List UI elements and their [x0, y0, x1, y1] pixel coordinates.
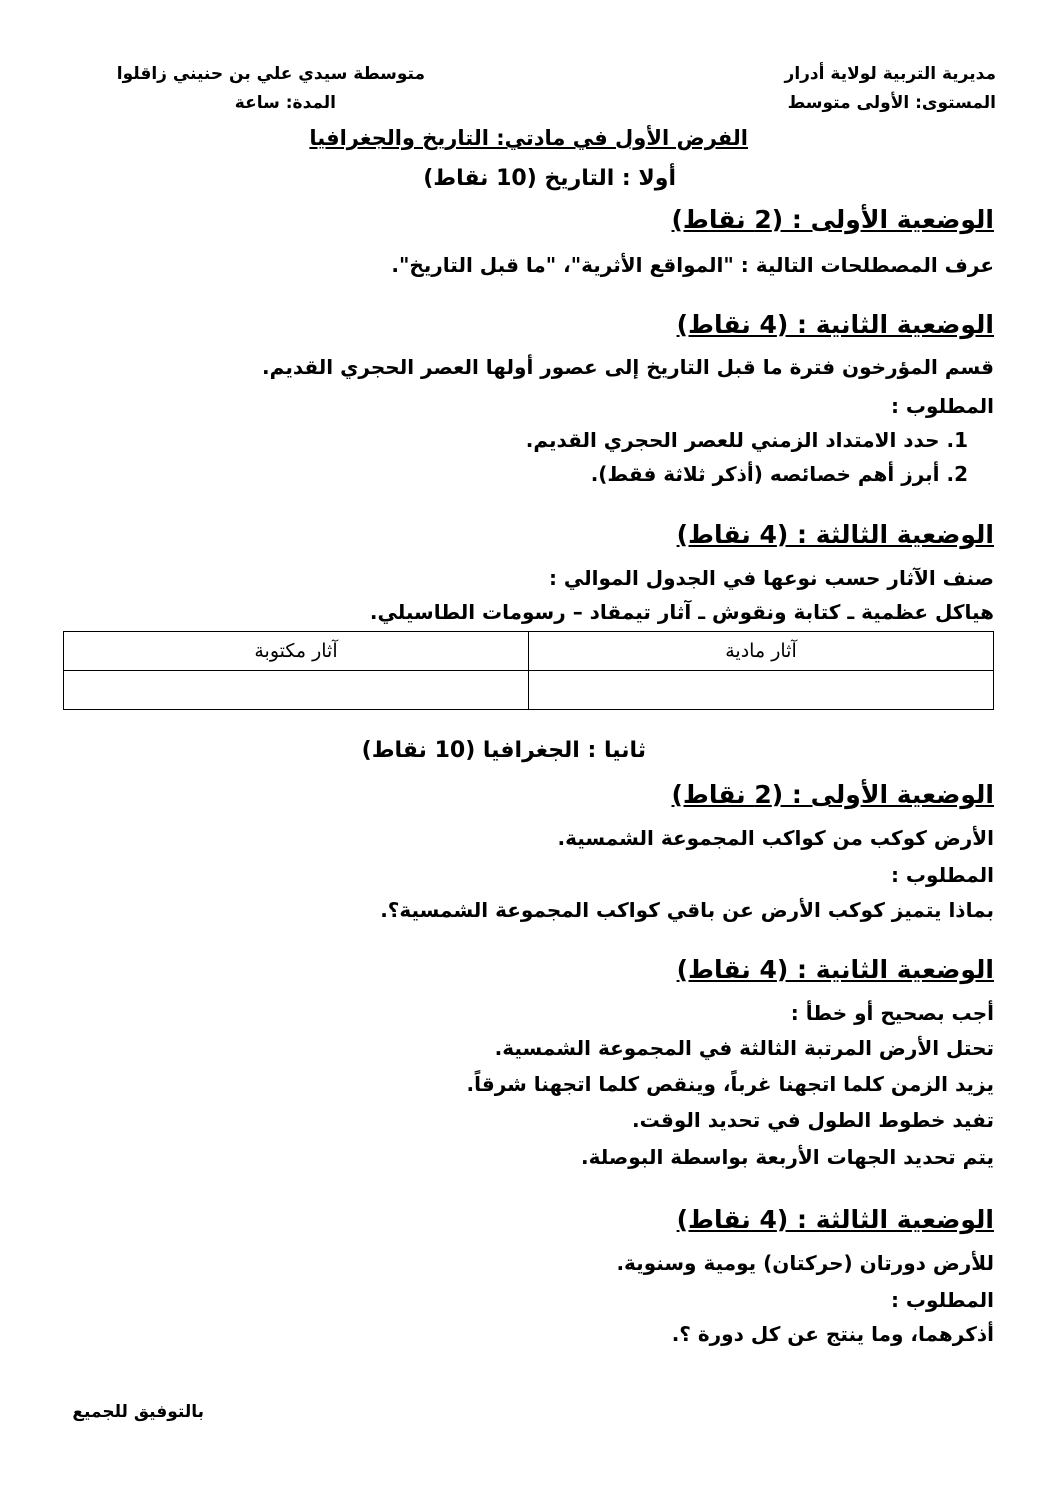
material-answer-cell[interactable]: [529, 671, 994, 710]
geography-s2-statement-3: تفيد خطوط الطول في تحديد الوقت.: [631, 1108, 994, 1132]
written-answer-cell[interactable]: [64, 671, 529, 710]
geography-heading: ثانيا : الجغرافيا (10 نقاط): [361, 738, 646, 763]
history-s3-title: الوضعية الثالثة : (4 نقاط): [676, 520, 994, 549]
exam-title: الفرض الأول في مادتي: التاريخ والجغرافيا: [309, 126, 748, 150]
table-header-row: [64, 632, 994, 671]
geography-s3-title: الوضعية الثالثة : (4 نقاط): [676, 1205, 994, 1234]
history-s1-title: الوضعية الأولى : (2 نقاط): [671, 205, 994, 234]
history-heading: أولا : التاريخ (10 نقاط): [423, 166, 676, 191]
geography-s3-intro: للأرض دورتان (حركتان) يومية وسنوية.: [616, 1251, 994, 1275]
history-s3-list: هياكل عظمية ـ كتابة ونقوش ـ آثار تيمقاد – رسومات الطاسيلي.: [369, 600, 994, 624]
geography-s1-title: الوضعية الأولى : (2 نقاط): [671, 780, 994, 809]
col-written-header: آثار مكتوبة: [64, 632, 529, 671]
geography-s1-required: المطلوب :: [890, 863, 994, 887]
footer-wish: بالتوفيق للجميع: [72, 1402, 204, 1422]
geography-s2-statement-1: تحتل الأرض المرتبة الثالثة في المجموعة الشمسية.: [494, 1036, 994, 1060]
history-s3-instruction: صنف الآثار حسب نوعها في الجدول الموالي :: [548, 566, 994, 590]
history-s2-title: الوضعية الثانية : (4 نقاط): [676, 310, 994, 339]
geography-s2-statement-4: يتم تحديد الجهات الأربعة بواسطة البوصلة.: [581, 1145, 994, 1169]
geography-s2-instruction: أجب بصحيح أو خطأ :: [790, 1001, 994, 1025]
col-material-header: آثار مادية: [529, 632, 994, 671]
history-s2-item-2: 2. أبرز أهم خصائصه (أذكر ثلاثة فقط).: [590, 462, 968, 486]
geography-s2-statement-2: يزيد الزمن كلما اتجهنا غرباً، وينقص كلما اتجهنا شرقاً.: [466, 1072, 994, 1096]
duration-label: المدة: ساعة: [234, 93, 336, 113]
history-s2-required: المطلوب :: [890, 394, 994, 418]
geography-s3-question: أذكرهما، وما ينتج عن كل دورة ؟.: [671, 1322, 994, 1346]
classification-table: [63, 631, 994, 710]
history-s2-intro: قسم المؤرخون فترة ما قبل التاريخ إلى عصور أولها العصر الحجري القديم.: [262, 355, 994, 379]
geography-s3-required: المطلوب :: [890, 1288, 994, 1312]
geography-s1-intro: الأرض كوكب من كواكب المجموعة الشمسية.: [557, 826, 994, 850]
geography-s1-question: بماذا يتميز كوكب الأرض عن باقي كواكب المجموعة الشمسية؟.: [380, 898, 994, 922]
directorate-label: مديرية التربية لولاية أدرار: [784, 64, 996, 84]
history-s2-item-1: 1. حدد الامتداد الزمني للعصر الحجري القديم.: [525, 428, 968, 452]
history-s1-text: عرف المصطلحات التالية : "المواقع الأثرية"، "ما قبل التاريخ".: [391, 253, 994, 277]
geography-s2-title: الوضعية الثانية : (4 نقاط): [676, 955, 994, 984]
level-label: المستوى: الأولى متوسط: [787, 93, 996, 113]
table-answer-row: [64, 671, 994, 710]
school-label: متوسطة سيدي علي بن حنيني زاقلوا: [116, 64, 425, 84]
